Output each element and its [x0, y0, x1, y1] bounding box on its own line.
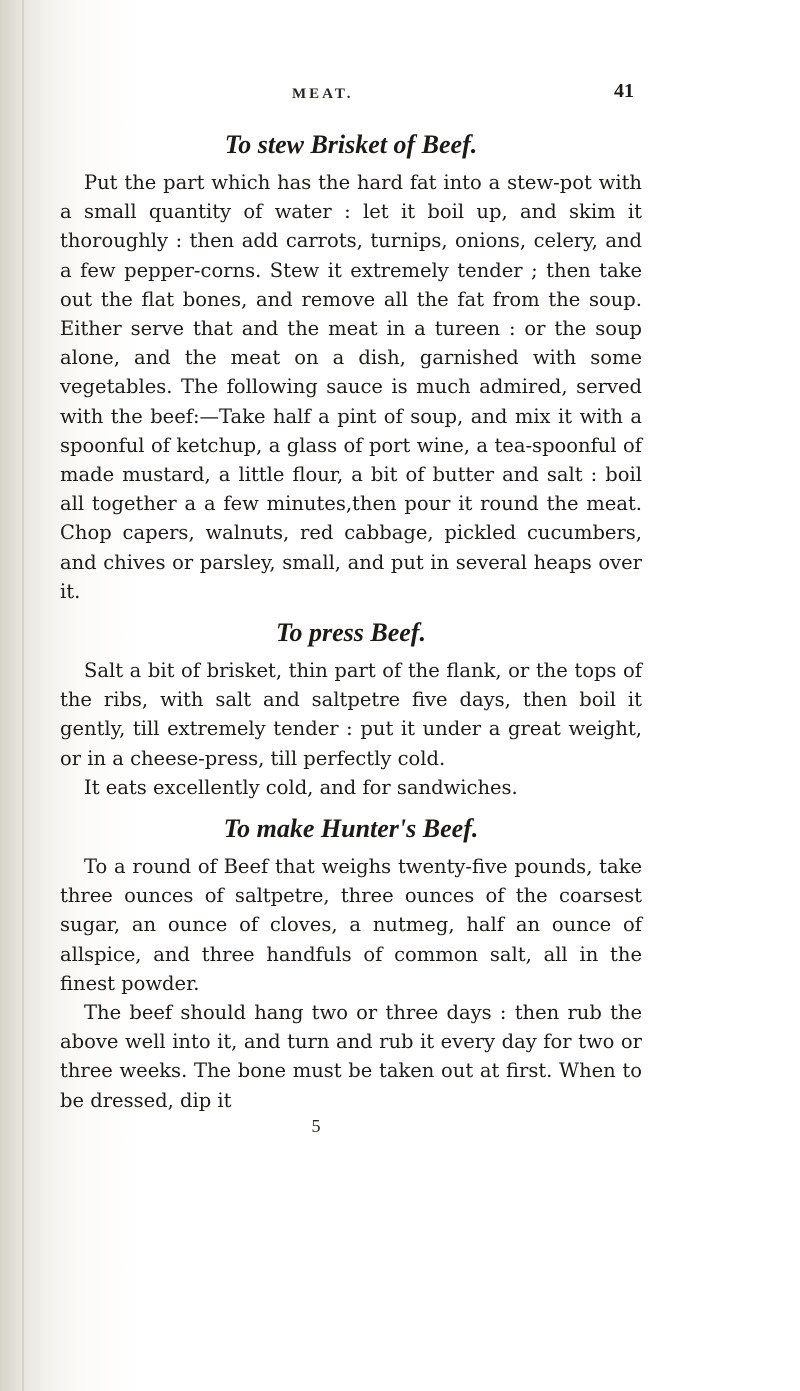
signature-mark: 5 [311, 1115, 321, 1136]
recipe-paragraph: The beef should hang two or three days : then rub the above well into it, and turn and rub it every day for two or three weeks. The bone must be taken out at first. When to be dressed, dip it [60, 1001, 642, 1112]
recipe-title: To make Hunter's Beef. [223, 814, 479, 844]
recipe-paragraph: It eats excellently cold, and for sandwiches. [84, 775, 518, 799]
page-content [60, 118, 642, 1137]
recipe-paragraph: Salt a bit of brisket, thin part of the flank, or the tops of the ribs, with salt and saltpetre five days, then boil it gently, till extremely tender : put it under a great weight, or in a cheese-press, till perfectly cold. [60, 659, 642, 770]
recipe-title: To stew Brisket of Beef. [224, 130, 478, 159]
page-header [0, 80, 800, 116]
page-gutter-shadow [22, 0, 24, 1391]
running-head: MEAT. [292, 86, 354, 102]
recipe-hunters-beef [60, 814, 642, 1115]
page-number: 41 [614, 80, 634, 102]
recipe-stew-brisket [60, 130, 642, 606]
recipe-press-beef [60, 618, 642, 802]
recipe-paragraph: To a round of Beef that weighs twenty-five pounds, take three ounces of saltpetre, three ounces of the coarsest sugar, an ounce of cloves, a nutmeg, half an ounce of allspice, and three handfuls of common salt, all in the finest powder. [60, 855, 642, 995]
recipe-title: To press Beef. [276, 618, 426, 648]
recipe-paragraph: Put the part which has the hard fat into a stew-pot with a small quantity of water : let it boil up, and skim it thoroughly : then add carrots, turnips, onions, celery, and a few pepper-corns. Stew it extremely tender ; then take out the flat bones, and remove all the fat from the soup. Either serve that and the meat in a tureen : or the soup alone, and the meat on a dish, garnished with some vegetables. The following sauce is much admired, served with the beef:—Take half a pint of soup, and mix it with a spoonful of ketchup, a glass of port wine, a tea-spoonful of made mustard, a little flour, a bit of butter and salt : boil all together a a few minutes,then pour it round the meat. Chop capers, walnuts, red cabbage, pickled cucumbers, and chives or parsley, small, and put in several heaps over it. [60, 171, 642, 603]
